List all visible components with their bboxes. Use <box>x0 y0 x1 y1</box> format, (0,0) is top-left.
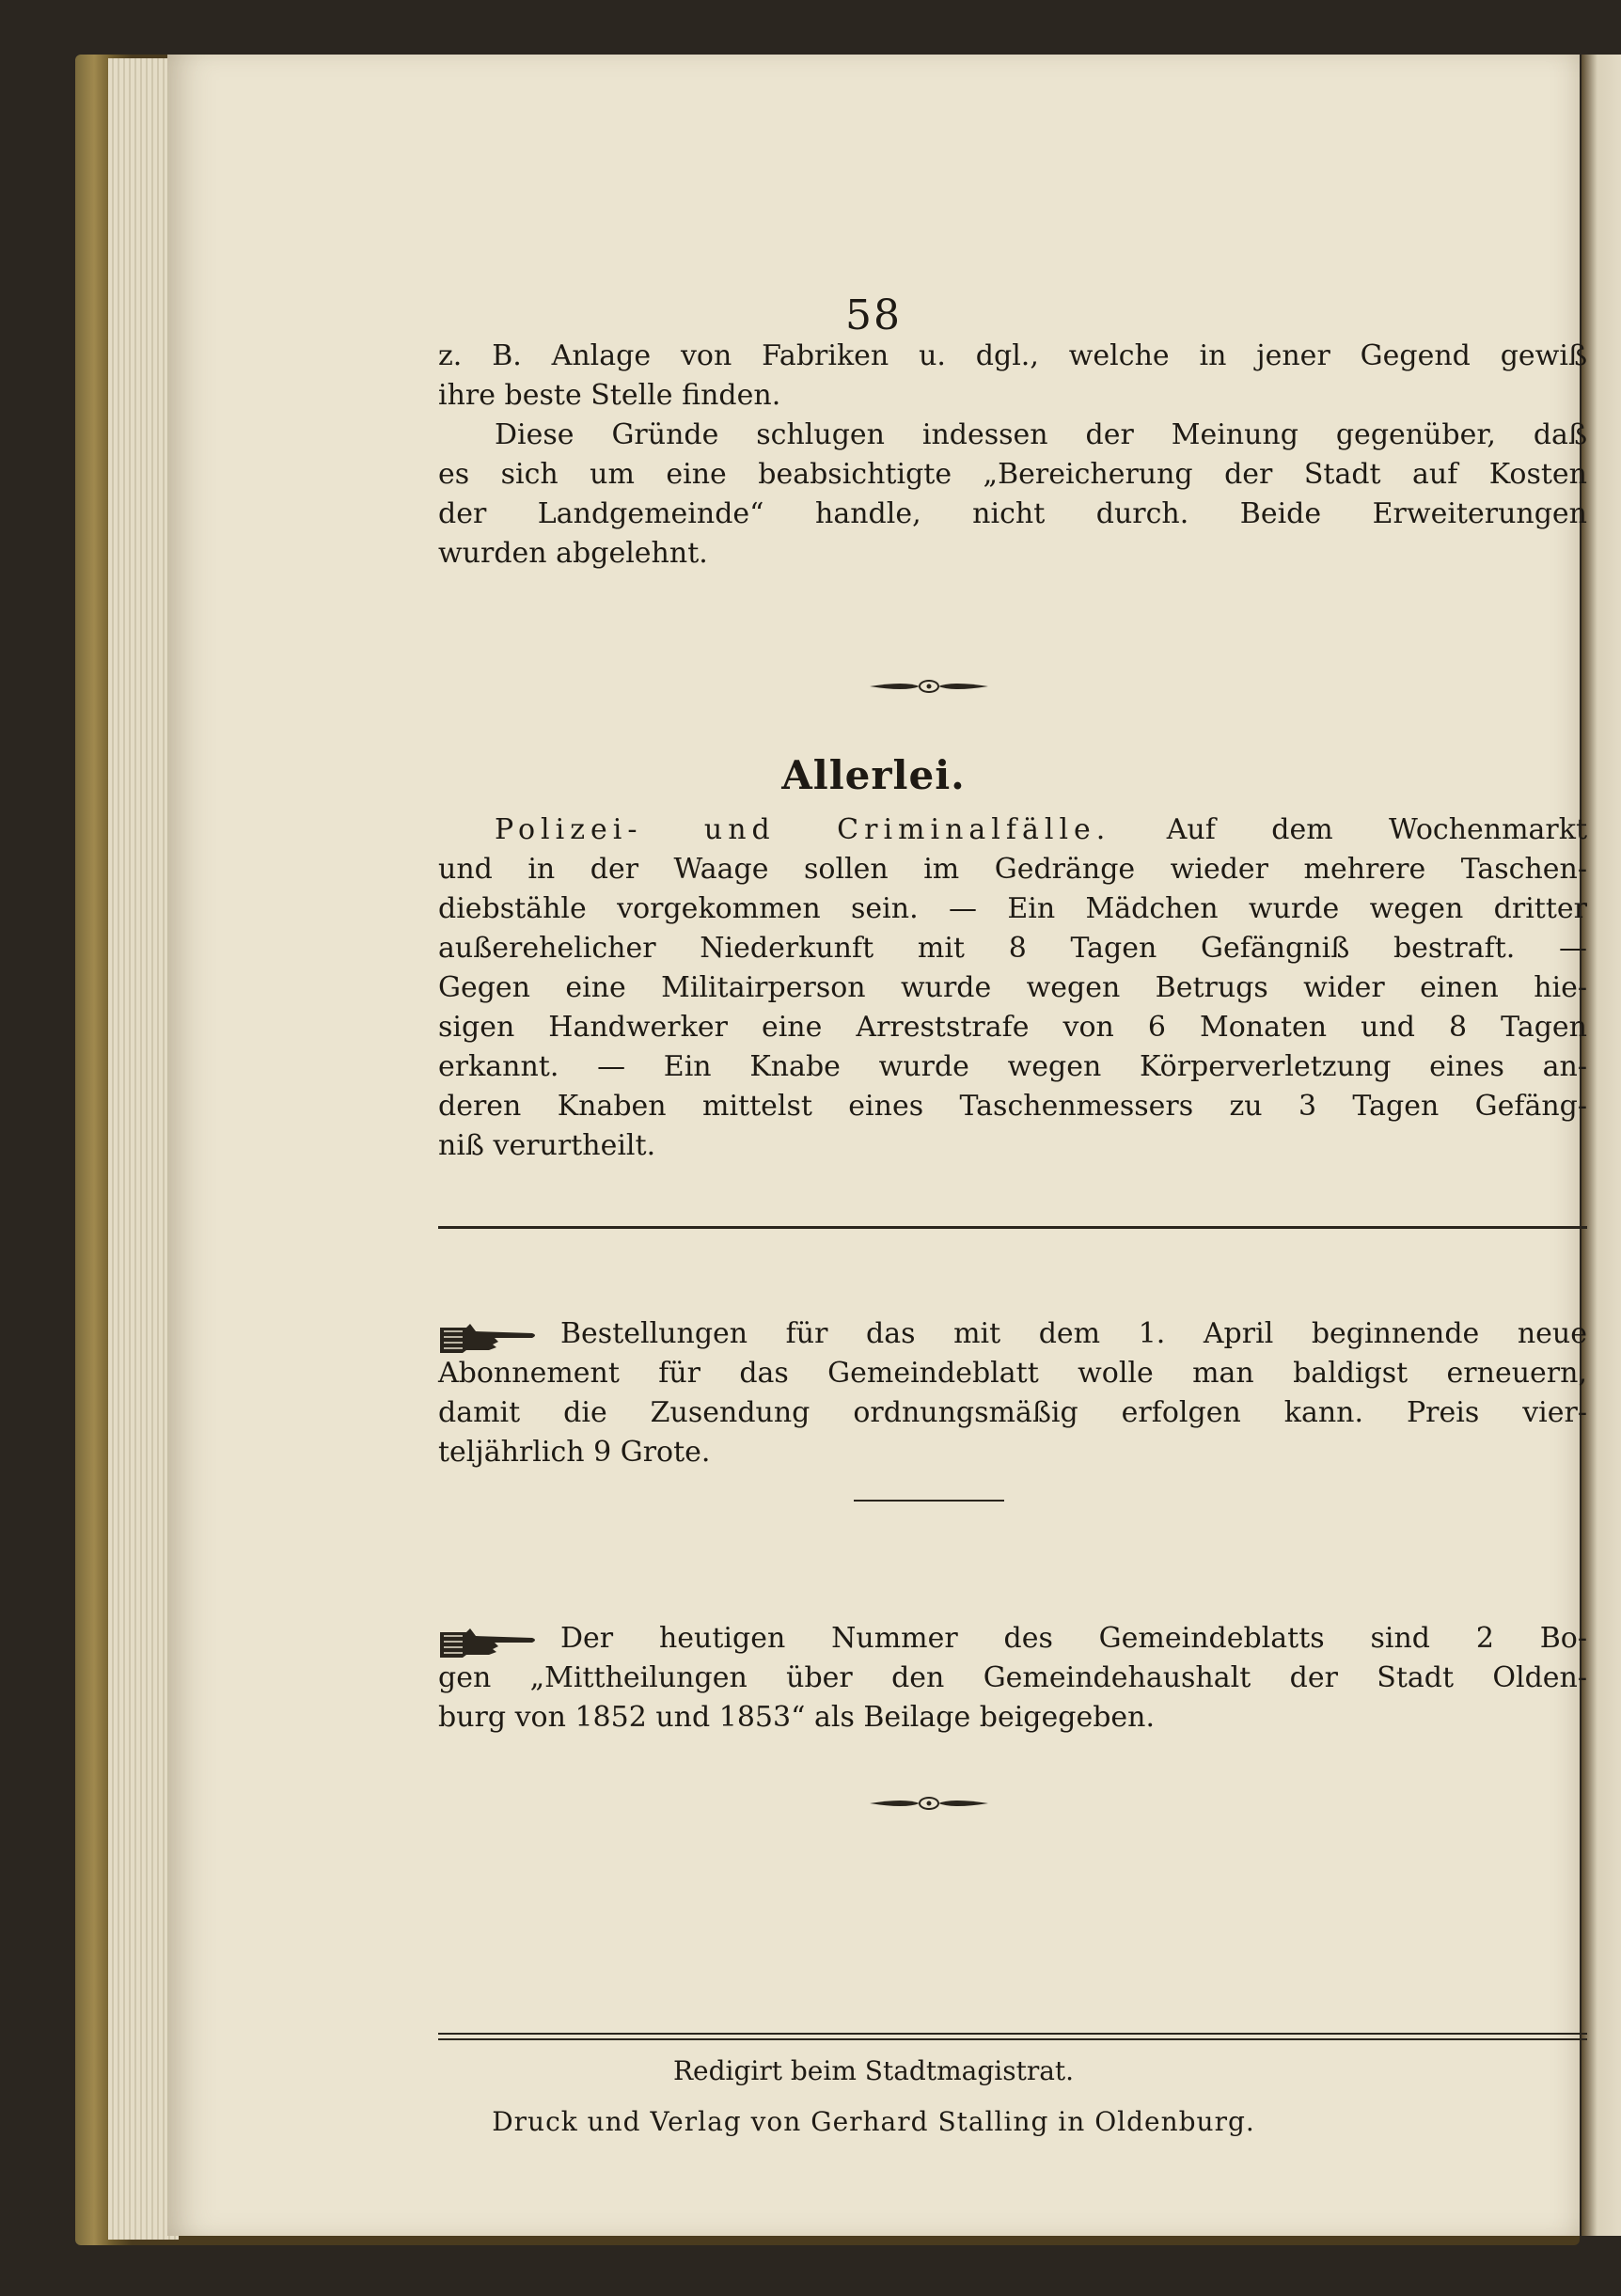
book-page <box>167 55 1587 2236</box>
text-line: Gegen eine Militairperson wurde wegen Betrugs wider einen hie- <box>438 971 1587 1004</box>
text-line: damit die Zusendung ordnungsmäßig erfolgen kann. Preis vier- <box>438 1396 1587 1429</box>
ornament-divider <box>868 1794 990 1813</box>
text-run: Auf dem Wochenmarkt <box>1110 813 1587 846</box>
text-line: und in der Waage sollen im Gedränge wieder mehrere Taschen- <box>438 853 1587 886</box>
text-line: erkannt. — Ein Knabe wurde wegen Körperverletzung eines an- <box>438 1050 1587 1083</box>
footer-rule <box>438 2033 1587 2035</box>
text-line: deren Knaben mittelst eines Taschenmessers zu 3 Tagen Gefäng- <box>438 1090 1587 1123</box>
text-line: diebstähle vorgekommen sein. — Ein Mädchen wurde wegen dritter <box>438 892 1587 925</box>
horizontal-rule <box>438 1226 1587 1229</box>
ornament-divider <box>868 677 990 696</box>
text-line: Abonnement für das Gemeindeblatt wolle man baldigst erneuern, <box>438 1357 1587 1390</box>
notice-supplement <box>438 1619 1587 1738</box>
text-line: der Landgemeinde“ handle, nicht durch. Beide Erweiterungen <box>438 497 1587 530</box>
text-line: z. B. Anlage von Fabriken u. dgl., welche in jener Gegend gewiß <box>438 339 1587 372</box>
allerlei-paragraph <box>438 810 1587 1166</box>
text-line: burg von 1852 und 1853“ als Beilage beigegeben. <box>438 1701 1156 1734</box>
page-number: 58 <box>845 291 902 339</box>
short-rule <box>854 1500 1004 1502</box>
text-line: außerehelicher Niederkunft mit 8 Tagen Gefängniß bestraft. — <box>438 932 1587 965</box>
notice-subscription <box>438 1314 1587 1472</box>
text-line: niß verurtheilt. <box>438 1129 656 1162</box>
paragraph-continuation <box>438 337 1587 574</box>
text-line: gen „Mittheilungen über den Gemeindehaushalt der Stadt Olden- <box>438 1661 1587 1694</box>
text-line: Diese Gründe schlugen indessen der Meinung gegenüber, daß <box>495 418 1587 451</box>
text-line: es sich um eine beabsichtigte „Bereicherung der Stadt auf Kosten <box>438 458 1587 491</box>
section-heading: Allerlei. <box>781 752 966 798</box>
editor-line: Redigirt beim Stadtmagistrat. <box>672 2055 1075 2086</box>
next-page-edge <box>1582 55 1621 2236</box>
footer-rule <box>438 2038 1587 2040</box>
text-line: teljährlich 9 Grote. <box>438 1436 711 1469</box>
text-line: sigen Handwerker eine Arreststrafe von 6 Monaten und 8 Tagen <box>438 1011 1587 1044</box>
text-line: wurden abgelehnt. <box>438 537 708 570</box>
printer-line: Druck und Verlag von Gerhard Stalling in Oldenburg. <box>492 2106 1255 2137</box>
text-line <box>438 810 1587 850</box>
text-line: Bestellungen für das mit dem 1. April beginnende neue <box>560 1317 1587 1350</box>
text-line: ihre beste Stelle finden. <box>438 379 781 412</box>
run-in-heading: Polizei- und Criminalfälle. <box>495 813 1111 846</box>
text-line: Der heutigen Nummer des Gemeindeblatts sind 2 Bo- <box>560 1622 1587 1655</box>
